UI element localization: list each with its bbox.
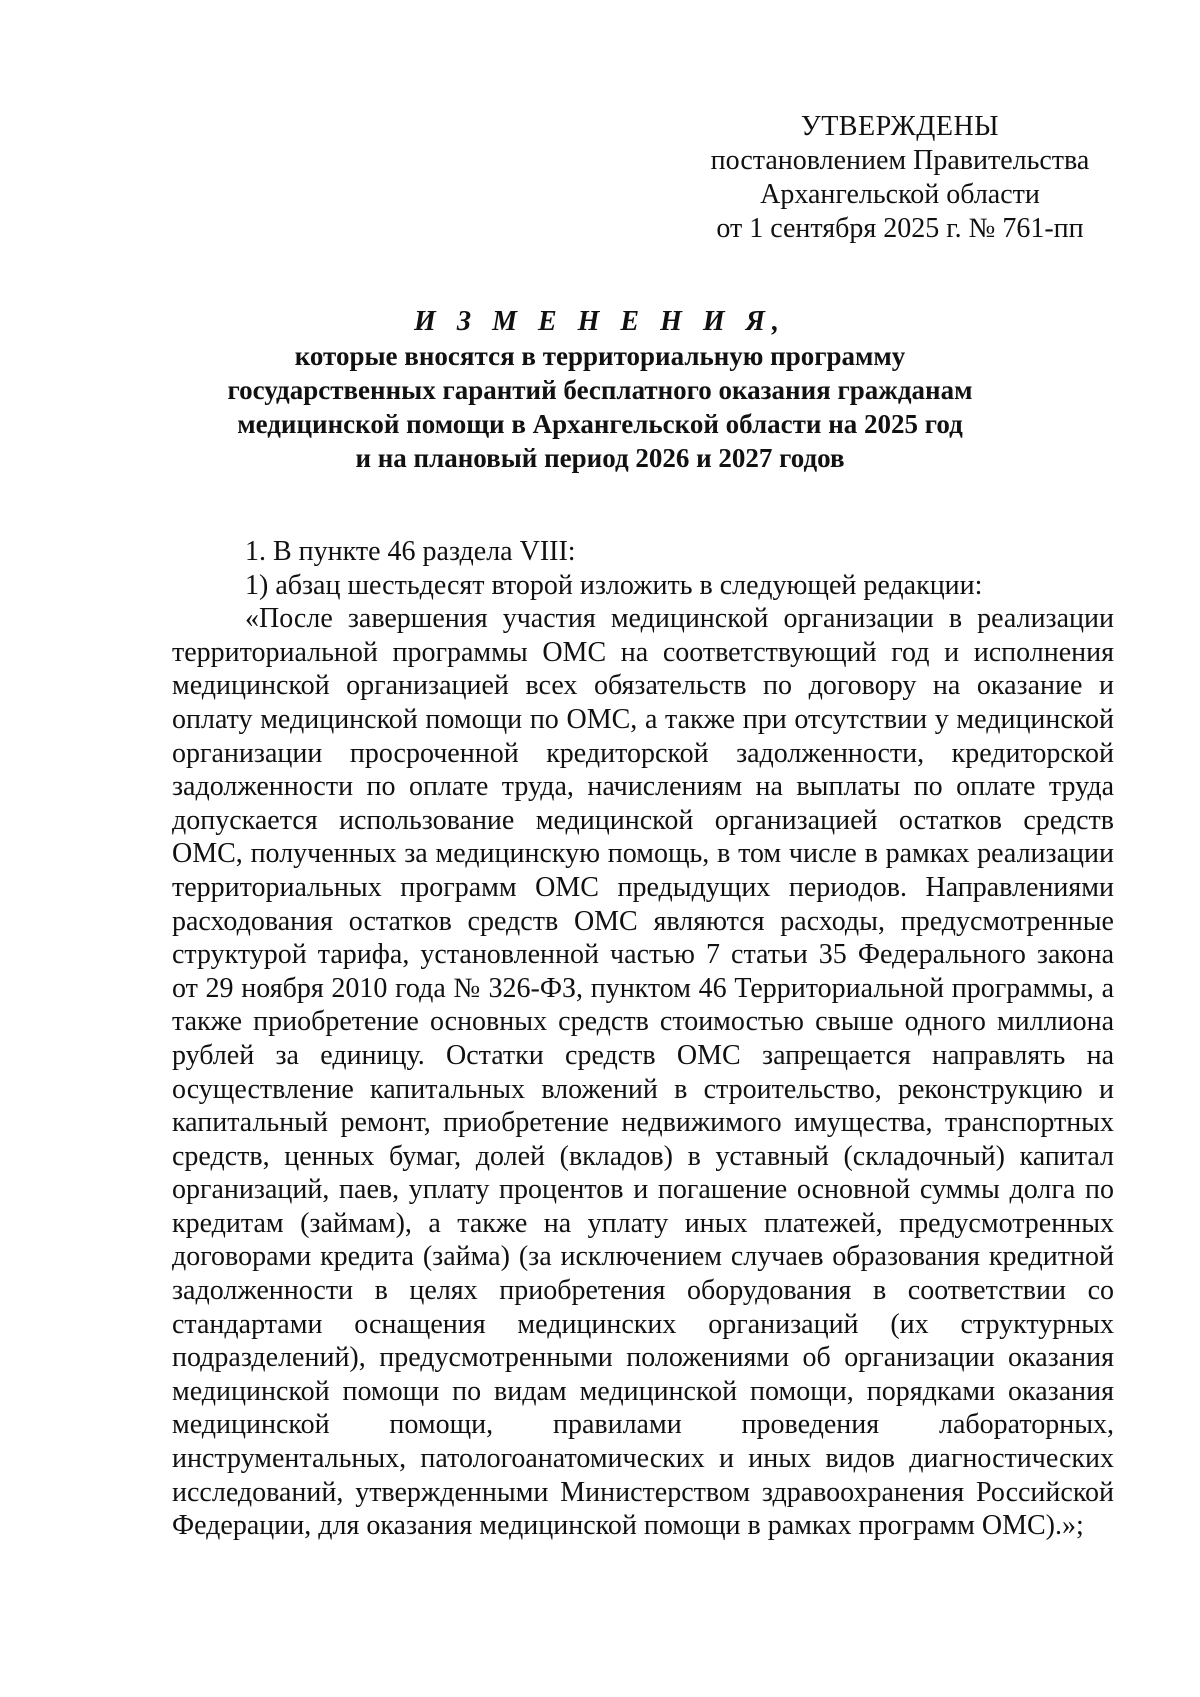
document-subtitle-line-4: и на плановый период 2026 и 2027 годов <box>355 443 845 473</box>
approval-authority: постановлением Правительства <box>710 145 1090 176</box>
document-body <box>172 535 1114 1543</box>
document-subtitle-line-1: которые вносятся в территориальную программу <box>294 341 906 371</box>
approval-region: Архангельской области <box>760 179 1040 210</box>
document-title-block <box>170 305 1030 475</box>
approval-title: УТВЕРЖДЕНЫ <box>800 111 1000 142</box>
approval-stamp-block <box>700 110 1100 246</box>
document-subtitle-line-2: государственных гарантий бесплатного оказания гражданам <box>227 375 973 405</box>
approval-date-number: от 1 сентября 2025 г. № 761-пп <box>716 213 1084 244</box>
body-subitem-1: 1) абзац шестьдесят второй изложить в следующей редакции: <box>245 569 983 601</box>
body-quoted-paragraph: «После завершения участия медицинской организации в реализации территориальной программы ОМС на соответствующий год и исполнения медицинской организацией всех обязательств по договору на оказание и оплату медицинской помощи по ОМС, а также при отсутствии у медицинской организации просроченной кредиторской задолженности, кредиторской задолженности по оплате труда, начислениям на выплаты по оплате труда допускается использование медицинской организацией остатков средств ОМС, полученных за медицинскую помощь, в том числе в рамках реализации территориальных программ ОМС предыдущих периодов. Направлениями расходования остатков средств ОМС являются расходы, предусмотренные структурой тарифа, установленной частью 7 статьи 35 Федерального закона от 29 ноября 2010 года № 326-ФЗ, пунктом 46 Территориальной программы, а также приобретение основных средств стоимостью свыше одного миллиона рублей за единицу. Остатки средств ОМС запрещается направлять на осуществление капитальных вложений в строительство, реконструкцию и капитальный ремонт, приобретение недвижимого имущества, транспортных средств, ценных бумаг, долей (вкладов) в уставный (складочный) капитал организаций, паев, уплату процентов и погашение основной суммы долга по кредитам (займам), а также на уплату иных платежей, предусмотренных договорами кредита (займа) (за исключением случаев образования кредитной задолженности в целях приобретения оборудования в соответствии со стандартами оснащения медицинских организаций (их структурных подразделений), предусмотренными положениями об организации оказания медицинской помощи по видам медицинской помощи, порядками оказания медицинской помощи, правилами проведения лабораторных, инструментальных, патологоанатомических и иных видов диагностических исследований, утвержденными Министерством здравоохранения Российской Федерации, для оказания медицинской помощи в рамках программ ОМС).»; <box>172 603 1114 1542</box>
document-subtitle-line-3: медицинской помощи в Архангельской области на 2025 год <box>237 409 963 439</box>
document-heading: И З М Е Н Е Н И Я, <box>414 306 786 337</box>
body-item-1: 1. В пункте 46 раздела VIII: <box>245 536 576 567</box>
